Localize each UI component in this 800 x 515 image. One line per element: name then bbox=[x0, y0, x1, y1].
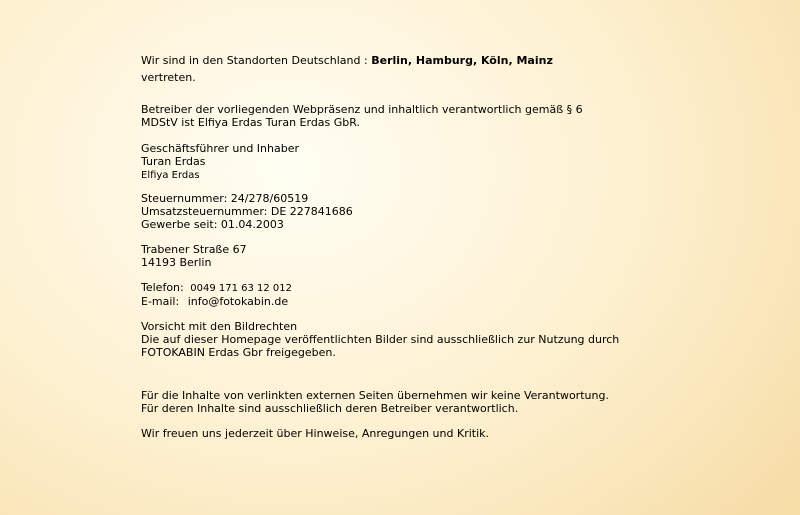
address-section bbox=[141, 243, 781, 269]
locations-line bbox=[141, 53, 781, 68]
business-since: Gewerbe seit: 01.04.2003 bbox=[141, 218, 284, 231]
external-links-line-1: Für die Inhalte von verlinkten externen Seiten übernehmen wir keine Verantwortung. bbox=[141, 389, 609, 402]
management-person-2: Elfiya Erdas bbox=[141, 170, 200, 181]
contact-section bbox=[141, 281, 781, 308]
management-section bbox=[141, 142, 781, 182]
external-links-section bbox=[141, 389, 781, 415]
operator-section bbox=[141, 103, 781, 129]
closing-section bbox=[141, 427, 781, 440]
imprint-content bbox=[141, 53, 781, 452]
email-address: info@fotokabin.de bbox=[187, 295, 289, 308]
email-label: E-mail: bbox=[141, 295, 180, 308]
operator-line-2: MDStV ist Elfiya Erdas Turan Erdas GbR. bbox=[141, 116, 361, 129]
image-rights-section bbox=[141, 320, 781, 359]
vat-number: Umsatzsteuernummer: DE 227841686 bbox=[141, 205, 353, 218]
management-title: Geschäftsführer und Inhaber bbox=[141, 142, 300, 155]
phone-number: 0049 171 63 12 012 bbox=[190, 283, 293, 294]
address-street: Trabener Straße 67 bbox=[141, 243, 247, 256]
phone-label: Telefon: bbox=[141, 281, 184, 294]
image-rights-line-2: FOTOKABIN Erdas Gbr freigegeben. bbox=[141, 346, 336, 359]
management-person-1: Turan Erdas bbox=[141, 155, 206, 168]
image-rights-line-1: Die auf dieser Homepage veröffentlichten Bilder sind ausschließlich zur Nutzung durch bbox=[141, 333, 620, 346]
email-line bbox=[141, 295, 781, 308]
operator-line-1: Betreiber der vorliegenden Webpräsenz und inhaltlich verantwortlich gemäß § 6 bbox=[141, 103, 583, 116]
locations-suffix: vertreten. bbox=[141, 71, 196, 84]
tax-number: Steuernummer: 24/278/60519 bbox=[141, 192, 309, 205]
image-rights-title: Vorsicht mit den Bildrechten bbox=[141, 320, 298, 333]
locations-section bbox=[141, 53, 781, 85]
closing-text: Wir freuen uns jederzeit über Hinweise, Anregungen und Kritik. bbox=[141, 427, 490, 440]
locations-prefix: Wir sind in den Standorten Deutschland : bbox=[141, 54, 372, 67]
tax-section bbox=[141, 192, 781, 231]
external-links-line-2: Für deren Inhalte sind ausschließlich deren Betreiber verantwortlich. bbox=[141, 402, 519, 415]
phone-line bbox=[141, 281, 781, 295]
address-city: 14193 Berlin bbox=[141, 256, 212, 269]
locations-cities: Berlin, Hamburg, Köln, Mainz bbox=[371, 54, 553, 67]
